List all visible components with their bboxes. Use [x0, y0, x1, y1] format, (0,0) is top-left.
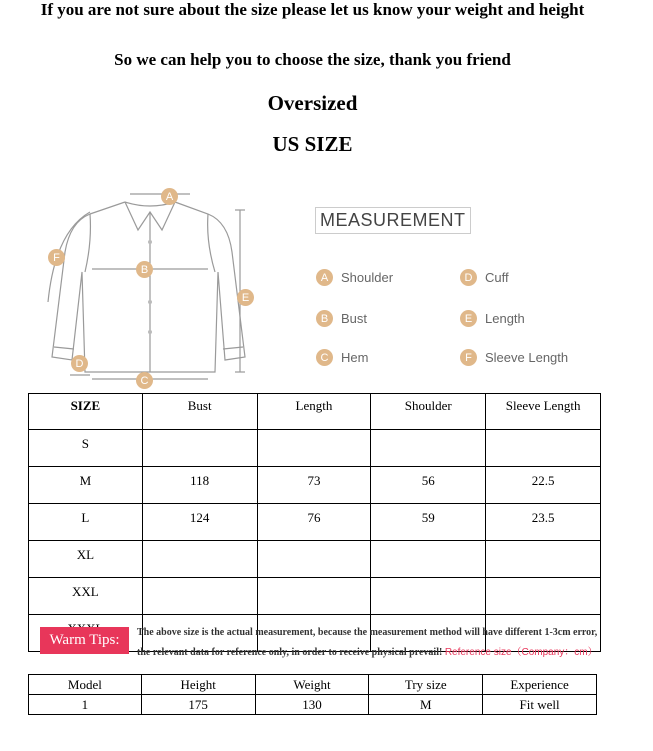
- tip-line-2: [137, 643, 598, 658]
- table-cell: [142, 541, 257, 578]
- legend-label: Cuff: [485, 270, 509, 285]
- legend-label: Hem: [341, 350, 369, 365]
- table-cell: [257, 541, 371, 578]
- tip-line-2-text: the relevant data for reference only, in order to receive physical prevail!: [137, 647, 443, 658]
- legend-shoulder: [316, 269, 393, 286]
- region-title: US SIZE: [272, 132, 353, 156]
- legend-label: Bust: [341, 311, 368, 326]
- table-cell: 56: [371, 467, 486, 504]
- legend-dot-icon: A: [316, 269, 333, 286]
- table-cell: S: [29, 430, 143, 467]
- legend-dot-icon: E: [460, 310, 477, 327]
- header-length: Length: [257, 394, 371, 430]
- table-cell: 124: [142, 504, 257, 541]
- table-cell: [486, 578, 601, 615]
- size-table: [28, 393, 601, 652]
- header-height: Height: [141, 675, 255, 695]
- header-experience: Experience: [483, 675, 597, 695]
- tip-line-1: The above size is the actual measurement, because the measurement method will have different 1-3cm error,: [137, 627, 598, 638]
- header-bust: Bust: [142, 394, 257, 430]
- header-sleeve-length: Sleeve Length: [486, 394, 601, 430]
- legend-cuff: [460, 269, 509, 286]
- measurement-title: MEASUREMENT: [315, 207, 471, 234]
- table-cell: [257, 578, 371, 615]
- table-cell: XXL: [29, 578, 143, 615]
- table-row: [29, 430, 601, 467]
- table-cell: 118: [142, 467, 257, 504]
- table-row: [29, 504, 601, 541]
- table-cell: 59: [371, 504, 486, 541]
- legend-label: Length: [485, 311, 525, 326]
- table-cell: 175: [141, 695, 255, 715]
- marker-f: F: [48, 249, 65, 266]
- model-table: [28, 674, 597, 715]
- legend-dot-icon: C: [316, 349, 333, 366]
- table-cell: 23.5: [486, 504, 601, 541]
- table-cell: [371, 430, 486, 467]
- table-cell: 1: [29, 695, 142, 715]
- marker-e: E: [237, 289, 254, 306]
- table-row: [29, 695, 597, 715]
- table-cell: [486, 541, 601, 578]
- table-cell: 76: [257, 504, 371, 541]
- table-cell: [371, 578, 486, 615]
- marker-a: A: [161, 188, 178, 205]
- table-cell: XL: [29, 541, 143, 578]
- table-row: [29, 467, 601, 504]
- table-cell: [371, 541, 486, 578]
- table-cell: L: [29, 504, 143, 541]
- table-cell: M: [369, 695, 483, 715]
- legend-dot-icon: B: [316, 310, 333, 327]
- fit-title: Oversized: [267, 91, 358, 115]
- header-try-size: Try size: [369, 675, 483, 695]
- header-size: SIZE: [29, 394, 143, 430]
- table-cell: [142, 578, 257, 615]
- marker-c: C: [136, 372, 153, 389]
- legend-length: [460, 310, 525, 327]
- table-cell: 22.5: [486, 467, 601, 504]
- legend-label: Shoulder: [341, 270, 394, 285]
- measurement-diagram: [30, 182, 620, 392]
- legend-bust: [316, 310, 367, 327]
- reference-size-note: Reference size（Company：cm）: [444, 647, 598, 658]
- legend-sleeve-length: [460, 349, 568, 366]
- table-row: [29, 541, 601, 578]
- table-cell: [486, 430, 601, 467]
- table-cell: Fit well: [483, 695, 597, 715]
- table-cell: [142, 430, 257, 467]
- table-header-row: [29, 675, 597, 695]
- legend-label: Sleeve Length: [485, 350, 569, 365]
- table-row: [29, 578, 601, 615]
- marker-b: B: [136, 261, 153, 278]
- marker-d: D: [71, 355, 88, 372]
- table-cell: 73: [257, 467, 371, 504]
- table-cell: [257, 430, 371, 467]
- table-cell: M: [29, 467, 143, 504]
- legend-dot-icon: D: [460, 269, 477, 286]
- shirt-illustration: [30, 182, 280, 392]
- header-model: Model: [29, 675, 142, 695]
- header-weight: Weight: [255, 675, 369, 695]
- header-shoulder: Shoulder: [371, 394, 486, 430]
- table-cell: 130: [255, 695, 369, 715]
- help-choose-text: So we can help you to choose the size, thank you friend: [114, 50, 511, 69]
- table-header-row: [29, 394, 601, 430]
- size-advice-text: If you are not sure about the size please let us know your weight and height: [40, 0, 585, 19]
- legend-dot-icon: F: [460, 349, 477, 366]
- warm-tips-badge: Warm Tips:: [40, 627, 129, 654]
- legend-hem: [316, 349, 368, 366]
